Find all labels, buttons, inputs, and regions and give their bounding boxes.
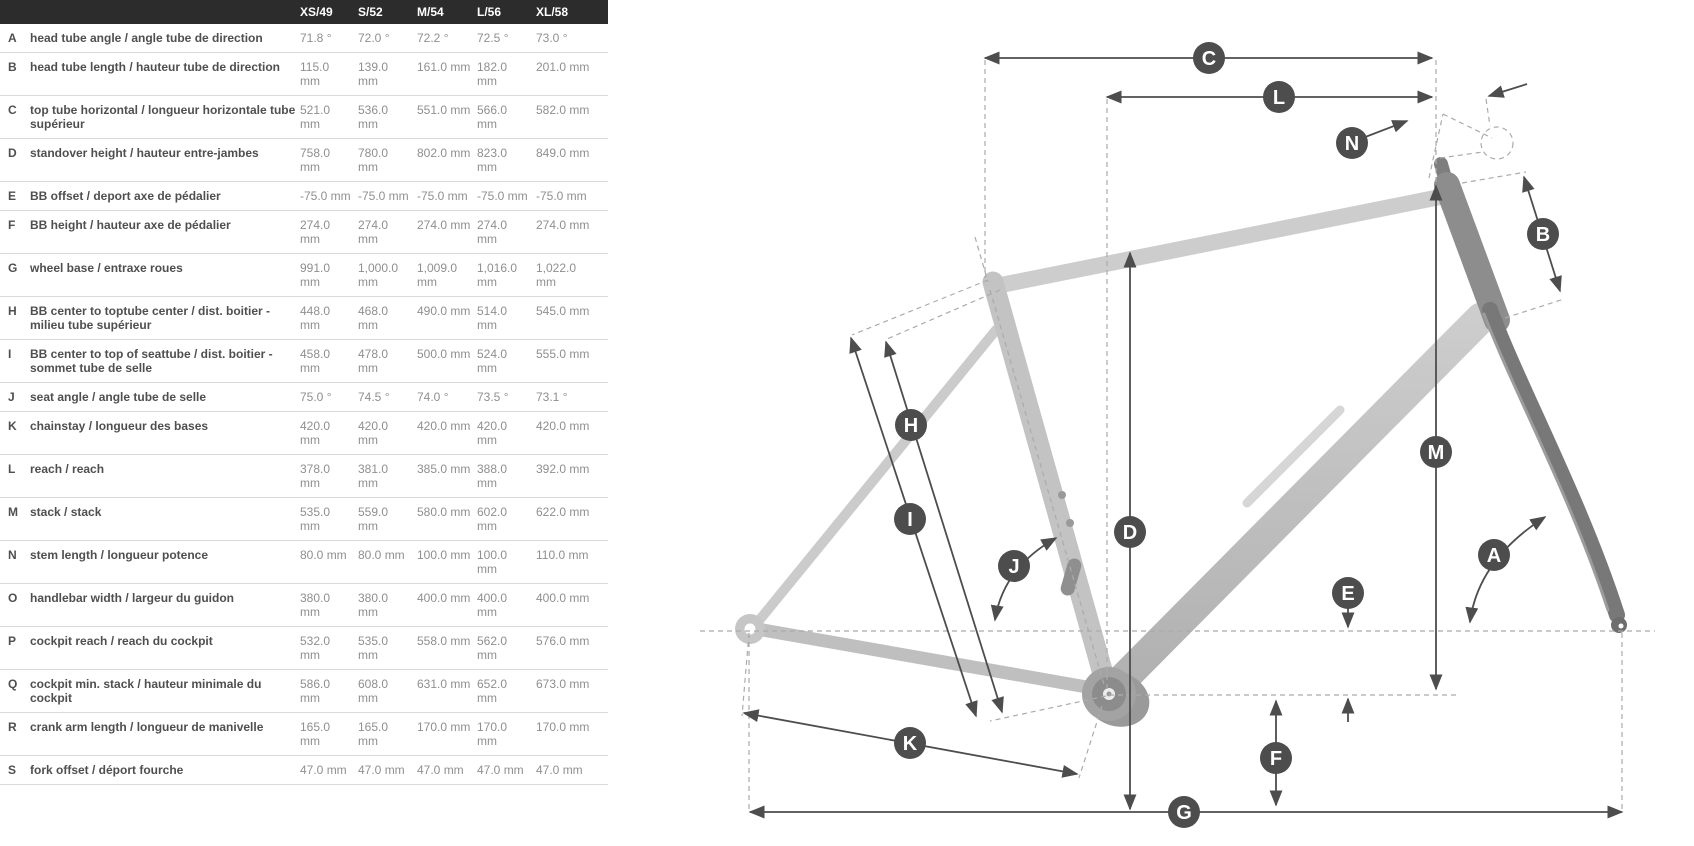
spec-value: 535.0 mm: [300, 505, 331, 533]
spec-letter: K: [8, 419, 17, 433]
spec-value: 521.0 mm: [300, 103, 331, 131]
spec-value: 73.0 °: [536, 31, 568, 45]
spec-label: chainstay / longueur des bases: [30, 419, 209, 433]
spec-value: 74.5 °: [358, 390, 390, 404]
dim-marker-letter: L: [1272, 87, 1286, 109]
spec-value: 72.2 °: [417, 31, 449, 45]
dim-marker-M: [1420, 436, 1452, 468]
spec-value: 555.0 mm: [536, 347, 590, 361]
b-bottom-extension: [1505, 299, 1564, 318]
spec-value: 380.0 mm: [358, 591, 389, 619]
spec-value: 170.0 mm: [477, 720, 508, 748]
spec-letter: B: [8, 60, 17, 74]
spec-letter: M: [8, 505, 18, 519]
spec-value: 576.0 mm: [536, 634, 590, 648]
spec-value: 182.0 mm: [477, 60, 508, 88]
spec-value: 1,016.0 mm: [477, 261, 518, 289]
spec-letter: P: [8, 634, 17, 648]
spec-value: 608.0 mm: [358, 677, 389, 705]
spec-value: 201.0 mm: [536, 60, 590, 74]
spec-value: 1,022.0 mm: [536, 261, 577, 289]
spec-value: 80.0 mm: [300, 548, 347, 562]
spec-value: 458.0 mm: [300, 347, 331, 375]
dimension-markers: [894, 42, 1559, 828]
dim-marker-letter: K: [902, 733, 918, 755]
dim-marker-letter: G: [1176, 802, 1192, 824]
spec-value: 536.0 mm: [358, 103, 389, 131]
spec-row: [0, 713, 608, 756]
b-top-extension: [1462, 172, 1526, 183]
dim-marker-letter: C: [1201, 48, 1217, 70]
front-axle-hole: [1619, 624, 1624, 629]
spec-value: 47.0 mm: [477, 763, 524, 777]
spec-row: [0, 96, 608, 139]
spec-value: 72.5 °: [477, 31, 509, 45]
geometry-table: [0, 0, 608, 785]
dim-marker-letter: J: [1008, 556, 1020, 578]
spec-value: 1,009.0 mm: [417, 261, 458, 289]
dim-marker-N: [1336, 127, 1368, 159]
spec-value: 165.0 mm: [300, 720, 331, 748]
spec-letter: I: [8, 347, 12, 361]
spec-letter: F: [8, 218, 16, 232]
down-tube: [1112, 318, 1481, 690]
spec-label: BB center to toptube center / dist. boitier - milieu tube supérieur: [30, 304, 271, 332]
spec-value: 622.0 mm: [536, 505, 590, 519]
stem-outline: [1440, 152, 1483, 158]
spec-label: seat angle / angle tube de selle: [30, 390, 207, 404]
dim-marker-A: [1478, 539, 1510, 571]
spec-row: [0, 455, 608, 498]
geometry-table-header: [0, 0, 608, 24]
spec-value: 47.0 mm: [358, 763, 405, 777]
spec-value: -75.0 mm: [417, 189, 468, 203]
spec-value: 586.0 mm: [300, 677, 331, 705]
spec-value: 400.0 mm: [417, 591, 471, 605]
spec-value: 80.0 mm: [358, 548, 405, 562]
top-tube: [996, 197, 1440, 286]
spec-value: 47.0 mm: [300, 763, 347, 777]
dim-marker-I: [894, 503, 926, 535]
dim-marker-B: [1527, 218, 1559, 250]
size-column-header: S/52: [358, 5, 383, 19]
spec-letter: O: [8, 591, 18, 605]
spec-letter: N: [8, 548, 17, 562]
spec-value: 380.0 mm: [300, 591, 331, 619]
spec-value: 558.0 mm: [417, 634, 471, 648]
spec-value: 400.0 mm: [536, 591, 590, 605]
spec-value: 170.0 mm: [536, 720, 590, 734]
spec-row: [0, 412, 608, 455]
spec-value: -75.0 mm: [300, 189, 351, 203]
dim-marker-C: [1193, 42, 1225, 74]
spec-value: 566.0 mm: [477, 103, 508, 131]
spec-label: wheel base / entraxe roues: [30, 261, 183, 275]
spec-value: 161.0 mm: [417, 60, 471, 74]
spec-value: 602.0 mm: [477, 505, 508, 533]
spec-label: crank arm length / longueur de manivelle: [30, 720, 264, 734]
spec-row: [0, 627, 608, 670]
dim-marker-letter: I: [907, 509, 913, 531]
spec-value: -75.0 mm: [477, 189, 528, 203]
spec-value: 551.0 mm: [417, 103, 471, 117]
spec-letter: E: [8, 189, 17, 203]
spec-value: 758.0 mm: [300, 146, 331, 174]
spec-value: 274.0 mm: [477, 218, 508, 246]
spec-row: [0, 182, 608, 211]
spec-value: 802.0 mm: [417, 146, 471, 160]
seat-tube: [993, 282, 1107, 688]
spec-value: 73.1 °: [536, 390, 568, 404]
spec-value: 991.0 mm: [300, 261, 331, 289]
spec-value: 165.0 mm: [358, 720, 389, 748]
spec-row: [0, 297, 608, 340]
dim-marker-H: [895, 409, 927, 441]
size-column-header: M/54: [417, 5, 444, 19]
spec-value: 849.0 mm: [536, 146, 590, 160]
spec-value: 780.0 mm: [358, 146, 389, 174]
spec-value: 478.0 mm: [358, 347, 389, 375]
k-bb-extension: [1079, 706, 1102, 778]
spec-value: 582.0 mm: [536, 103, 590, 117]
spec-value: 73.5 °: [477, 390, 509, 404]
spec-value: 420.0 mm: [358, 419, 389, 447]
spec-value: 514.0 mm: [477, 304, 508, 332]
dim-marker-letter: N: [1344, 133, 1360, 155]
spec-label: reach / reach: [30, 462, 105, 476]
dimension-lines: [744, 58, 1622, 812]
dim-marker-E: [1332, 577, 1364, 609]
spec-row: [0, 53, 608, 96]
spec-letter: R: [8, 720, 17, 734]
spec-row: [0, 670, 608, 713]
rear-axle-hole: [745, 624, 756, 635]
bottle-boss: [1066, 519, 1074, 527]
spec-label: standover height / hauteur entre-jambes: [30, 146, 259, 160]
spec-row: [0, 756, 608, 785]
spec-value: 274.0 mm: [417, 218, 471, 232]
spec-label: BB height / hauteur axe de pédalier: [30, 218, 231, 232]
dim-marker-F: [1260, 742, 1292, 774]
bottom-bracket-bolt: [1107, 692, 1112, 697]
spec-value: 100.0 mm: [477, 548, 508, 576]
spec-value: 74.0 °: [417, 390, 449, 404]
dim-marker-letter: B: [1535, 224, 1551, 246]
spec-label: fork offset / déport fourche: [30, 763, 184, 777]
spec-value: 388.0 mm: [477, 462, 508, 490]
spec-row: [0, 24, 608, 53]
spec-value: 420.0 mm: [477, 419, 508, 447]
spec-value: -75.0 mm: [358, 189, 409, 203]
construction-lines: [700, 60, 1655, 810]
spec-letter: D: [8, 146, 17, 160]
size-column-header: XL/58: [536, 5, 569, 19]
spec-value: 274.0 mm: [358, 218, 389, 246]
spec-letter: H: [8, 304, 17, 318]
stem-outline: [1443, 114, 1492, 138]
chain-stay: [757, 629, 1098, 689]
k-rear-extension: [742, 633, 749, 716]
spec-value: 420.0 mm: [300, 419, 331, 447]
spec-row: [0, 340, 608, 383]
dim-marker-letter: A: [1486, 545, 1502, 567]
spec-value: 47.0 mm: [536, 763, 583, 777]
spec-value: -75.0 mm: [536, 189, 587, 203]
spec-value: 580.0 mm: [417, 505, 471, 519]
spec-row: [0, 584, 608, 627]
spec-label: BB offset / deport axe de pédalier: [30, 189, 221, 203]
dim-N-stem-pointer: [1360, 121, 1407, 139]
spec-value: 823.0 mm: [477, 146, 508, 174]
dim-marker-D: [1114, 516, 1146, 548]
spec-letter: J: [8, 390, 15, 404]
spec-value: 100.0 mm: [417, 548, 471, 562]
spec-value: 652.0 mm: [477, 677, 508, 705]
spec-value: 75.0 °: [300, 390, 332, 404]
spec-row: [0, 498, 608, 541]
spec-label: head tube angle / angle tube de direction: [30, 31, 263, 45]
spec-letter: L: [8, 462, 16, 476]
bar-top-extension: [1486, 99, 1490, 126]
spec-row: [0, 211, 608, 254]
spec-value: 562.0 mm: [477, 634, 508, 662]
spec-label: handlebar width / largeur du guidon: [30, 591, 234, 605]
spec-value: 448.0 mm: [300, 304, 331, 332]
spec-value: 385.0 mm: [417, 462, 471, 476]
spec-value: 631.0 mm: [417, 677, 471, 691]
i-extension: [852, 280, 988, 335]
spec-value: 532.0 mm: [300, 634, 331, 662]
spec-label: cockpit min. stack / hauteur minimale du cockpit: [30, 677, 262, 705]
bike-frame: [735, 164, 1627, 736]
spec-label: BB center to top of seattube / dist. boitier - sommet tube de selle: [30, 347, 273, 375]
spec-value: 400.0 mm: [477, 591, 508, 619]
bar-top-pointer: [1489, 84, 1527, 96]
spec-label: stack / stack: [30, 505, 102, 519]
dim-marker-letter: M: [1427, 442, 1445, 464]
spec-value: 490.0 mm: [417, 304, 471, 318]
spec-value: 381.0 mm: [358, 462, 389, 490]
spec-letter: Q: [8, 677, 18, 691]
spec-value: 524.0 mm: [477, 347, 508, 375]
spec-letter: A: [8, 31, 17, 45]
spec-value: 170.0 mm: [417, 720, 471, 734]
dim-marker-letter: F: [1269, 748, 1283, 770]
spec-letter: C: [8, 103, 17, 117]
spec-label: stem length / longueur potence: [30, 548, 209, 562]
seat-axis-extension: [975, 237, 988, 282]
spec-value: 420.0 mm: [536, 419, 590, 433]
spec-letter: S: [8, 763, 17, 777]
spec-label: top tube horizontal / longueur horizontale tube supérieur: [30, 103, 296, 131]
spec-row: [0, 254, 608, 297]
spec-value: 535.0 mm: [358, 634, 389, 662]
dim-marker-J: [998, 550, 1030, 582]
spec-value: 1,000.0 mm: [358, 261, 399, 289]
spec-value: 500.0 mm: [417, 347, 471, 361]
dim-marker-G: [1168, 796, 1200, 828]
dim-marker-letter: D: [1122, 522, 1138, 544]
head-tube: [1447, 185, 1497, 320]
dim-marker-letter: H: [903, 415, 919, 437]
frame-geometry-diagram: [608, 0, 1694, 846]
geometry-table-body: [0, 24, 608, 785]
spec-label: cockpit reach / reach du cockpit: [30, 634, 213, 648]
dim-marker-L: [1263, 81, 1295, 113]
spec-value: 392.0 mm: [536, 462, 590, 476]
spec-value: 139.0 mm: [358, 60, 389, 88]
spec-value: 559.0 mm: [358, 505, 389, 533]
spec-value: 72.0 °: [358, 31, 390, 45]
dim-marker-K: [894, 727, 926, 759]
spec-row: [0, 383, 608, 412]
dim-A-head-angle-arc: [1470, 517, 1545, 622]
spec-value: 673.0 mm: [536, 677, 590, 691]
spec-row: [0, 139, 608, 182]
spec-value: 420.0 mm: [417, 419, 471, 433]
spec-letter: G: [8, 261, 18, 275]
spec-value: 115.0 mm: [300, 60, 330, 88]
handlebar-circle: [1481, 127, 1513, 159]
dim-marker-letter: E: [1341, 583, 1355, 605]
spec-value: 378.0 mm: [300, 462, 331, 490]
spec-value: 110.0 mm: [536, 548, 589, 562]
spec-row: [0, 541, 608, 584]
spec-value: 274.0 mm: [300, 218, 331, 246]
spec-value: 545.0 mm: [536, 304, 590, 318]
spec-value: 274.0 mm: [536, 218, 590, 232]
spec-value: 47.0 mm: [417, 763, 464, 777]
spec-value: 71.8 °: [300, 31, 332, 45]
size-column-header: L/56: [477, 5, 502, 19]
spec-label: head tube length / hauteur tube de direction: [30, 60, 281, 74]
dim-J-seat-angle-arc: [995, 538, 1056, 620]
spec-value: 468.0 mm: [358, 304, 389, 332]
fork: [1490, 310, 1617, 615]
bottle-boss: [1058, 491, 1066, 499]
size-column-header: XS/49: [300, 5, 333, 19]
